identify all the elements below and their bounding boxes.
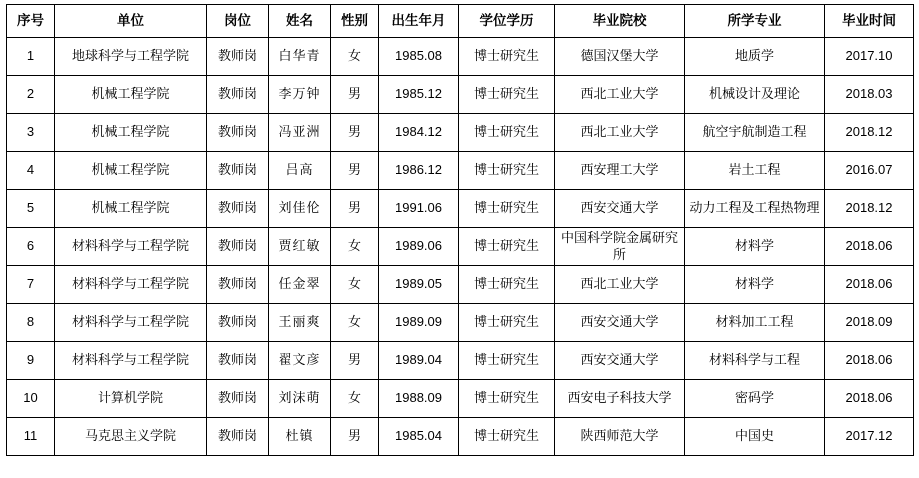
cell-degree: 博士研究生 <box>459 342 555 380</box>
cell-gender: 男 <box>331 418 379 456</box>
column-header-graduation: 毕业时间 <box>825 5 914 38</box>
cell-post: 教师岗 <box>207 304 269 342</box>
cell-graduation: 2018.06 <box>825 342 914 380</box>
cell-graduation: 2018.03 <box>825 76 914 114</box>
staff-roster-table <box>6 4 914 456</box>
column-header-post: 岗位 <box>207 5 269 38</box>
cell-degree: 博士研究生 <box>459 418 555 456</box>
cell-gender: 男 <box>331 342 379 380</box>
cell-post: 教师岗 <box>207 152 269 190</box>
cell-graduation: 2018.12 <box>825 114 914 152</box>
table-row <box>7 380 914 418</box>
cell-gender: 男 <box>331 114 379 152</box>
column-header-unit: 单位 <box>55 5 207 38</box>
cell-unit: 机械工程学院 <box>55 152 207 190</box>
cell-birth: 1985.12 <box>379 76 459 114</box>
cell-degree: 博士研究生 <box>459 304 555 342</box>
cell-unit: 材料科学与工程学院 <box>55 266 207 304</box>
column-header-degree: 学位学历 <box>459 5 555 38</box>
cell-unit: 计算机学院 <box>55 380 207 418</box>
cell-major: 材料学 <box>685 266 825 304</box>
cell-graduation: 2018.06 <box>825 266 914 304</box>
cell-school: 西安交通大学 <box>555 304 685 342</box>
cell-school: 中国科学院金属研究所 <box>555 228 685 266</box>
cell-post: 教师岗 <box>207 266 269 304</box>
cell-unit: 机械工程学院 <box>55 114 207 152</box>
cell-name: 刘沫萌 <box>269 380 331 418</box>
cell-school: 陕西师范大学 <box>555 418 685 456</box>
cell-school: 德国汉堡大学 <box>555 38 685 76</box>
cell-birth: 1984.12 <box>379 114 459 152</box>
cell-unit: 地球科学与工程学院 <box>55 38 207 76</box>
cell-name: 王丽爽 <box>269 304 331 342</box>
cell-major: 密码学 <box>685 380 825 418</box>
table-row <box>7 152 914 190</box>
cell-name: 贾红敏 <box>269 228 331 266</box>
cell-name: 白华青 <box>269 38 331 76</box>
cell-major: 动力工程及工程热物理 <box>685 190 825 228</box>
cell-seq: 6 <box>7 228 55 266</box>
cell-gender: 男 <box>331 76 379 114</box>
cell-school: 西安电子科技大学 <box>555 380 685 418</box>
cell-birth: 1988.09 <box>379 380 459 418</box>
cell-major: 材料科学与工程 <box>685 342 825 380</box>
column-header-birth: 出生年月 <box>379 5 459 38</box>
cell-seq: 10 <box>7 380 55 418</box>
cell-post: 教师岗 <box>207 76 269 114</box>
table-header-row <box>7 5 914 38</box>
cell-graduation: 2018.09 <box>825 304 914 342</box>
cell-degree: 博士研究生 <box>459 228 555 266</box>
cell-gender: 女 <box>331 38 379 76</box>
cell-degree: 博士研究生 <box>459 380 555 418</box>
cell-birth: 1989.05 <box>379 266 459 304</box>
cell-post: 教师岗 <box>207 380 269 418</box>
cell-seq: 5 <box>7 190 55 228</box>
cell-degree: 博士研究生 <box>459 76 555 114</box>
table-row <box>7 228 914 266</box>
cell-name: 吕高 <box>269 152 331 190</box>
cell-name: 冯亚洲 <box>269 114 331 152</box>
cell-degree: 博士研究生 <box>459 152 555 190</box>
cell-name: 李万钟 <box>269 76 331 114</box>
cell-unit: 机械工程学院 <box>55 190 207 228</box>
table-row <box>7 190 914 228</box>
cell-birth: 1985.04 <box>379 418 459 456</box>
cell-seq: 1 <box>7 38 55 76</box>
cell-gender: 女 <box>331 228 379 266</box>
table-row <box>7 76 914 114</box>
column-header-gender: 性别 <box>331 5 379 38</box>
cell-seq: 9 <box>7 342 55 380</box>
cell-major: 航空宇航制造工程 <box>685 114 825 152</box>
cell-unit: 马克思主义学院 <box>55 418 207 456</box>
cell-graduation: 2018.12 <box>825 190 914 228</box>
cell-name: 翟文彦 <box>269 342 331 380</box>
cell-birth: 1991.06 <box>379 190 459 228</box>
cell-degree: 博士研究生 <box>459 38 555 76</box>
cell-school: 西安交通大学 <box>555 342 685 380</box>
cell-major: 材料加工工程 <box>685 304 825 342</box>
cell-graduation: 2018.06 <box>825 228 914 266</box>
column-header-school: 毕业院校 <box>555 5 685 38</box>
cell-birth: 1989.04 <box>379 342 459 380</box>
cell-major: 机械设计及理论 <box>685 76 825 114</box>
cell-name: 任金翠 <box>269 266 331 304</box>
cell-seq: 3 <box>7 114 55 152</box>
cell-unit: 材料科学与工程学院 <box>55 304 207 342</box>
cell-graduation: 2017.10 <box>825 38 914 76</box>
cell-gender: 女 <box>331 380 379 418</box>
cell-school: 西北工业大学 <box>555 266 685 304</box>
cell-school: 西北工业大学 <box>555 76 685 114</box>
cell-seq: 7 <box>7 266 55 304</box>
cell-major: 岩土工程 <box>685 152 825 190</box>
cell-graduation: 2018.06 <box>825 380 914 418</box>
cell-unit: 机械工程学院 <box>55 76 207 114</box>
cell-degree: 博士研究生 <box>459 114 555 152</box>
cell-post: 教师岗 <box>207 190 269 228</box>
column-header-name: 姓名 <box>269 5 331 38</box>
cell-degree: 博士研究生 <box>459 266 555 304</box>
cell-post: 教师岗 <box>207 228 269 266</box>
cell-gender: 女 <box>331 304 379 342</box>
cell-post: 教师岗 <box>207 38 269 76</box>
cell-major: 中国史 <box>685 418 825 456</box>
cell-birth: 1985.08 <box>379 38 459 76</box>
cell-post: 教师岗 <box>207 114 269 152</box>
cell-major: 材料学 <box>685 228 825 266</box>
cell-major: 地质学 <box>685 38 825 76</box>
table-row <box>7 418 914 456</box>
cell-name: 刘佳伦 <box>269 190 331 228</box>
cell-graduation: 2016.07 <box>825 152 914 190</box>
table-row <box>7 266 914 304</box>
cell-birth: 1989.06 <box>379 228 459 266</box>
column-header-major: 所学专业 <box>685 5 825 38</box>
cell-unit: 材料科学与工程学院 <box>55 342 207 380</box>
table-row <box>7 304 914 342</box>
cell-birth: 1989.09 <box>379 304 459 342</box>
table-row <box>7 114 914 152</box>
column-header-seq: 序号 <box>7 5 55 38</box>
cell-degree: 博士研究生 <box>459 190 555 228</box>
table-row <box>7 342 914 380</box>
cell-birth: 1986.12 <box>379 152 459 190</box>
table-row <box>7 38 914 76</box>
cell-name: 杜镇 <box>269 418 331 456</box>
cell-gender: 女 <box>331 266 379 304</box>
cell-seq: 2 <box>7 76 55 114</box>
cell-seq: 8 <box>7 304 55 342</box>
cell-graduation: 2017.12 <box>825 418 914 456</box>
cell-school: 西安理工大学 <box>555 152 685 190</box>
cell-post: 教师岗 <box>207 418 269 456</box>
cell-gender: 男 <box>331 190 379 228</box>
table-body <box>7 38 914 456</box>
cell-seq: 4 <box>7 152 55 190</box>
cell-seq: 11 <box>7 418 55 456</box>
cell-post: 教师岗 <box>207 342 269 380</box>
cell-school: 西北工业大学 <box>555 114 685 152</box>
cell-unit: 材料科学与工程学院 <box>55 228 207 266</box>
cell-gender: 男 <box>331 152 379 190</box>
cell-school: 西安交通大学 <box>555 190 685 228</box>
